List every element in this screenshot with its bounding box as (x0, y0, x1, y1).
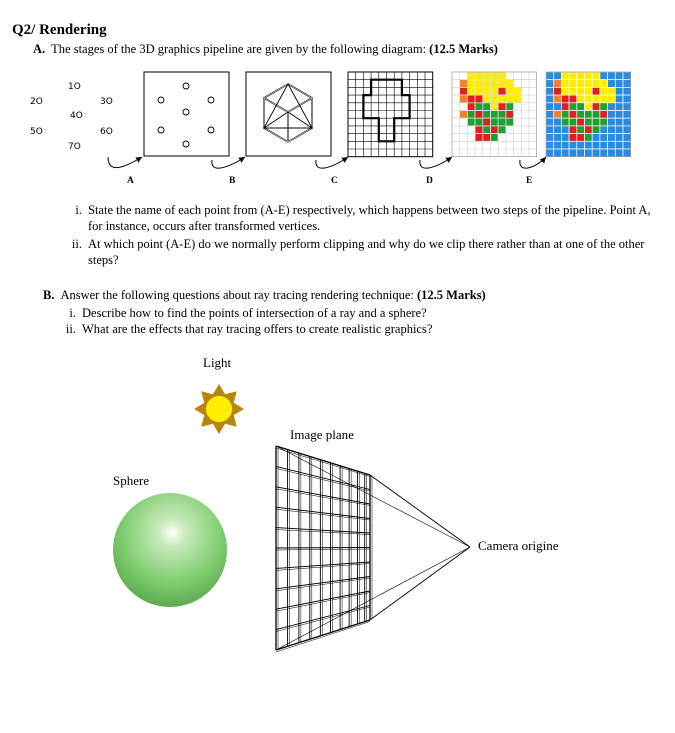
pixel-cell (585, 72, 593, 80)
pixel-cell (460, 72, 468, 80)
pixel-cell (554, 149, 562, 157)
pixel-cell (546, 141, 554, 149)
pixel-cell (483, 118, 491, 126)
pixel-cell (569, 118, 577, 126)
pixel-cell (475, 80, 483, 88)
pixel-cell (514, 134, 522, 142)
pixel-cell (491, 95, 499, 103)
arrow-c (316, 157, 348, 168)
pixel-cell (592, 126, 600, 134)
pixel-cell (491, 72, 499, 80)
pixel-cell (615, 126, 623, 134)
pixel-cell (608, 118, 616, 126)
pixel-cell (615, 87, 623, 95)
pixel-cell (452, 103, 460, 111)
pixel-cell (491, 118, 499, 126)
pixel-cell (521, 87, 529, 95)
pixel-cell (623, 126, 631, 134)
pixel-cell (475, 149, 483, 157)
pixel-cell (475, 87, 483, 95)
pixel-cell (521, 80, 529, 88)
pixel-cell (546, 149, 554, 157)
pixel-cell (623, 72, 631, 80)
pixel-cell (561, 111, 569, 119)
pixel-cell (475, 111, 483, 119)
pixel-cell (561, 87, 569, 95)
pixel-cell (529, 111, 537, 119)
arrow-d (420, 157, 452, 168)
pixel-cell (585, 111, 593, 119)
pixel-cell (483, 126, 491, 134)
pixel-cell (608, 134, 616, 142)
pixel-cell (554, 80, 562, 88)
pixel-cell (569, 141, 577, 149)
pixel-cell (460, 95, 468, 103)
pixel-cell (608, 80, 616, 88)
pixel-cell (608, 95, 616, 103)
pixel-cell (506, 80, 514, 88)
part-a-text: The stages of the 3D graphics pipeline are given by the following diagram: (51, 42, 427, 56)
pixel-cell (514, 87, 522, 95)
part-b-label: B. (43, 288, 55, 302)
pixel-cell (521, 103, 529, 111)
pixel-cell (514, 149, 522, 157)
pixel-cell (475, 141, 483, 149)
pixel-cell (506, 72, 514, 80)
pixel-cell (569, 80, 577, 88)
pixel-cell (623, 95, 631, 103)
pixel-cell (608, 126, 616, 134)
pixel-cell (498, 149, 506, 157)
pixel-cell (592, 72, 600, 80)
question-title: Q2/ Rendering (12, 22, 107, 38)
pixel-cell (577, 141, 585, 149)
pixel-cell (506, 126, 514, 134)
pixel-cell (467, 95, 475, 103)
pixel-cell (460, 103, 468, 111)
point-c: C (331, 176, 338, 185)
pixel-cell (592, 141, 600, 149)
pixel-cell (529, 134, 537, 142)
pixel-cell (467, 118, 475, 126)
pixel-cell (514, 111, 522, 119)
stage-rasterization (348, 72, 433, 157)
vertex-label-4: 4O (70, 111, 83, 121)
pixel-cell (498, 111, 506, 119)
pixel-cell (514, 72, 522, 80)
pixel-cell (554, 141, 562, 149)
point-d: D (426, 176, 433, 185)
pixel-cell (546, 134, 554, 142)
pixel-cell (592, 103, 600, 111)
pixel-cell (546, 126, 554, 134)
pixel-cell (592, 111, 600, 119)
pixel-cell (460, 118, 468, 126)
pixel-cell (483, 87, 491, 95)
ray-tracing-diagram (0, 350, 675, 670)
vertex-label-7: 7O (68, 142, 81, 152)
pixel-cell (561, 72, 569, 80)
pixel-cell (600, 149, 608, 157)
pixel-cell (546, 118, 554, 126)
pixel-cell (615, 118, 623, 126)
pixel-cell (592, 80, 600, 88)
pixel-cell (475, 103, 483, 111)
pipeline-arrows (108, 157, 546, 168)
pixel-cell (506, 87, 514, 95)
pixel-cell (561, 80, 569, 88)
pixel-cell (569, 134, 577, 142)
pixel-cell (546, 95, 554, 103)
pixel-cell (546, 111, 554, 119)
pixel-cell (452, 141, 460, 149)
question-b-i: i. Describe how to find the points of intersection of a ray and a sphere? (69, 306, 427, 320)
pixel-cell (600, 72, 608, 80)
part-a-questions (64, 202, 659, 268)
stage-transformed-vertices (144, 72, 229, 156)
pixel-cell (569, 72, 577, 80)
pixel-cell (514, 118, 522, 126)
pixel-cell (577, 95, 585, 103)
pixel-cell (561, 95, 569, 103)
pixel-cell (506, 111, 514, 119)
pixel-cell (615, 111, 623, 119)
pixel-cell (460, 80, 468, 88)
question-a-ii: ii. At which point (A-E) do we normally perform clipping and why do we clip there rather than at one of the other steps? (71, 237, 645, 267)
part-b-text: Answer the following questions about ray tracing rendering technique: (60, 288, 414, 302)
pixel-cell (600, 111, 608, 119)
pixel-cell (521, 149, 529, 157)
pixel-cell (467, 72, 475, 80)
arrow-b (212, 157, 245, 168)
pixel-cell (452, 118, 460, 126)
point-b: B (229, 176, 236, 185)
pixel-cell (600, 87, 608, 95)
pixel-cell (577, 118, 585, 126)
pixel-cell (506, 118, 514, 126)
pixel-cell (569, 95, 577, 103)
pixel-cell (529, 118, 537, 126)
pixel-cell (592, 149, 600, 157)
pixel-cell (623, 87, 631, 95)
pixel-cell (521, 95, 529, 103)
pixel-cell (460, 149, 468, 157)
pixel-cell (498, 103, 506, 111)
pixel-cell (554, 103, 562, 111)
vertex-label-2: 2O (30, 97, 43, 107)
question-a-i: i. State the name of each point from (A-E) respectively, which happens between two steps of the pipeline. Point A, for instance, occurs after transformed vertices. (75, 203, 651, 233)
pixel-cell (585, 118, 593, 126)
pixel-cell (585, 103, 593, 111)
pixel-cell (467, 126, 475, 134)
pixel-cell (585, 141, 593, 149)
pixel-cell (592, 87, 600, 95)
pixel-cell (467, 141, 475, 149)
pixel-cell (506, 149, 514, 157)
pixel-cell (569, 126, 577, 134)
pixel-cell (561, 149, 569, 157)
pixel-cell (623, 149, 631, 157)
pixel-cell (491, 141, 499, 149)
pixel-cell (585, 149, 593, 157)
pixel-cell (561, 118, 569, 126)
pixel-cell (506, 103, 514, 111)
pixel-cell (467, 80, 475, 88)
pixel-cell (460, 126, 468, 134)
pixel-cell (491, 80, 499, 88)
pixel-cell (467, 103, 475, 111)
pixel-cell (483, 80, 491, 88)
pixel-cell (592, 95, 600, 103)
pixel-cell (600, 80, 608, 88)
pixel-cell (483, 95, 491, 103)
pixel-cell (460, 141, 468, 149)
pixel-cell (521, 111, 529, 119)
sphere-shape (113, 493, 227, 607)
part-b-marks: (12.5 Marks) (416, 288, 486, 302)
pixel-cell (554, 95, 562, 103)
pixel-cell (615, 80, 623, 88)
pixel-cell (506, 134, 514, 142)
pixel-cell (452, 72, 460, 80)
pixel-cell (529, 103, 537, 111)
vertex-label-5: 5O (30, 127, 43, 137)
pixel-cell (554, 118, 562, 126)
pixel-cell (491, 126, 499, 134)
pixel-cell (615, 72, 623, 80)
image-plane-label: Image plane (290, 427, 354, 442)
pixel-cell (546, 87, 554, 95)
part-b-header (43, 288, 486, 303)
pixel-cell (452, 126, 460, 134)
pixel-cell (608, 141, 616, 149)
arrow-a (108, 157, 142, 168)
pixel-cell (483, 141, 491, 149)
vertex-label-3: 3O (100, 97, 113, 107)
pixel-cell (577, 80, 585, 88)
pixel-cell (475, 126, 483, 134)
pixel-cell (569, 149, 577, 157)
pixel-cell (577, 134, 585, 142)
pixel-cell (623, 103, 631, 111)
pixel-cell (467, 134, 475, 142)
pixel-cell (498, 72, 506, 80)
pixel-cell (561, 141, 569, 149)
pixel-cell (498, 87, 506, 95)
pixel-cell (514, 95, 522, 103)
pixel-cell (615, 149, 623, 157)
pixel-cell (600, 103, 608, 111)
pixel-cell (529, 141, 537, 149)
question-b-ii: ii. What are the effects that ray tracing offers to create realistic graphics? (65, 322, 433, 336)
pixel-cell (452, 134, 460, 142)
pixel-cell (460, 111, 468, 119)
pixel-cell (615, 134, 623, 142)
pixel-cell (554, 111, 562, 119)
pixel-cell (577, 126, 585, 134)
camera-label: Camera origine (478, 538, 559, 553)
pixel-cell (600, 118, 608, 126)
pixel-cell (452, 87, 460, 95)
pixel-cell (546, 80, 554, 88)
pixel-cell (561, 134, 569, 142)
pipeline-diagram (0, 60, 675, 185)
pixel-cell (467, 111, 475, 119)
pixel-cell (498, 118, 506, 126)
pixel-cell (569, 111, 577, 119)
pixel-cell (475, 134, 483, 142)
pixel-cell (546, 103, 554, 111)
pixel-cell (615, 95, 623, 103)
pixel-cell (592, 134, 600, 142)
pixel-cell (491, 111, 499, 119)
pixel-cell (577, 149, 585, 157)
pixel-cell (585, 80, 593, 88)
light-label: Light (203, 355, 232, 370)
pixel-cell (608, 111, 616, 119)
pixel-cell (600, 134, 608, 142)
pixel-cell (585, 95, 593, 103)
pixel-cell (577, 87, 585, 95)
pixel-cell (498, 95, 506, 103)
pixel-cell (600, 95, 608, 103)
pixel-cell (506, 95, 514, 103)
pixel-cell (529, 126, 537, 134)
pixel-cell (475, 72, 483, 80)
image-plane (276, 446, 470, 652)
stage-fragments (452, 72, 537, 157)
pixel-cell (514, 126, 522, 134)
pixel-cell (585, 126, 593, 134)
pixel-cell (498, 134, 506, 142)
pixel-cell (623, 80, 631, 88)
vertex-label-1: 1O (68, 82, 81, 92)
pixel-cell (608, 72, 616, 80)
pixel-cell (491, 149, 499, 157)
pixel-cell (600, 141, 608, 149)
pixel-cell (506, 141, 514, 149)
pixel-cell (529, 80, 537, 88)
pixel-cell (585, 87, 593, 95)
part-a-header (33, 42, 498, 57)
pixel-cell (521, 141, 529, 149)
pixel-cell (460, 87, 468, 95)
pixel-cell (577, 72, 585, 80)
vertex-label-6: 6O (100, 127, 113, 137)
pixel-cell (623, 134, 631, 142)
pixel-cell (577, 103, 585, 111)
pixel-cell (569, 87, 577, 95)
pixel-cell (514, 80, 522, 88)
pixel-cell (483, 134, 491, 142)
pixel-cell (592, 118, 600, 126)
sun-icon (194, 384, 244, 434)
pixel-cell (623, 118, 631, 126)
pixel-cell (460, 134, 468, 142)
pixel-cell (475, 118, 483, 126)
pixel-cell (577, 111, 585, 119)
stage-primitives (246, 72, 331, 156)
pixel-cell (554, 134, 562, 142)
part-a-label: A. (33, 42, 46, 56)
pixel-cell (529, 95, 537, 103)
pixel-cell (491, 134, 499, 142)
pixel-cell (569, 103, 577, 111)
stage-pixels (546, 72, 631, 157)
part-b-questions (58, 305, 648, 337)
pixel-cell (498, 80, 506, 88)
pixel-cell (452, 111, 460, 119)
pixel-cell (483, 149, 491, 157)
pixel-cell (521, 126, 529, 134)
pixel-cell (498, 126, 506, 134)
pixel-cell (529, 87, 537, 95)
pixel-cell (491, 87, 499, 95)
point-a: A (127, 176, 134, 185)
pixel-cell (615, 141, 623, 149)
pixel-cell (554, 72, 562, 80)
pixel-cell (623, 111, 631, 119)
pixel-cell (498, 141, 506, 149)
pixel-cell (475, 95, 483, 103)
pixel-cell (623, 141, 631, 149)
pixel-cell (514, 103, 522, 111)
pixel-cell (491, 103, 499, 111)
pixel-cell (483, 103, 491, 111)
pixel-cell (585, 134, 593, 142)
part-a-marks: (12.5 Marks) (429, 42, 498, 56)
pixel-cell (608, 149, 616, 157)
pixel-cell (608, 103, 616, 111)
pixel-cell (554, 87, 562, 95)
pixel-cell (452, 80, 460, 88)
pixel-cell (452, 149, 460, 157)
pixel-cell (529, 149, 537, 157)
pixel-cell (600, 126, 608, 134)
pixel-cell (483, 111, 491, 119)
pixel-cell (483, 72, 491, 80)
pixel-cell (467, 87, 475, 95)
pixel-cell (529, 72, 537, 80)
pixel-cell (452, 95, 460, 103)
arrow-e (520, 157, 546, 168)
pixel-cell (546, 72, 554, 80)
pixel-cell (561, 126, 569, 134)
pixel-cell (521, 118, 529, 126)
pixel-cell (608, 87, 616, 95)
pixel-cell (467, 149, 475, 157)
stage-vertices (30, 82, 113, 152)
pixel-cell (554, 126, 562, 134)
sphere-label: Sphere (113, 473, 150, 488)
pixel-cell (514, 141, 522, 149)
point-e: E (526, 176, 533, 185)
pixel-cell (521, 72, 529, 80)
pixel-cell (561, 103, 569, 111)
pixel-cell (521, 134, 529, 142)
pixel-cell (615, 103, 623, 111)
